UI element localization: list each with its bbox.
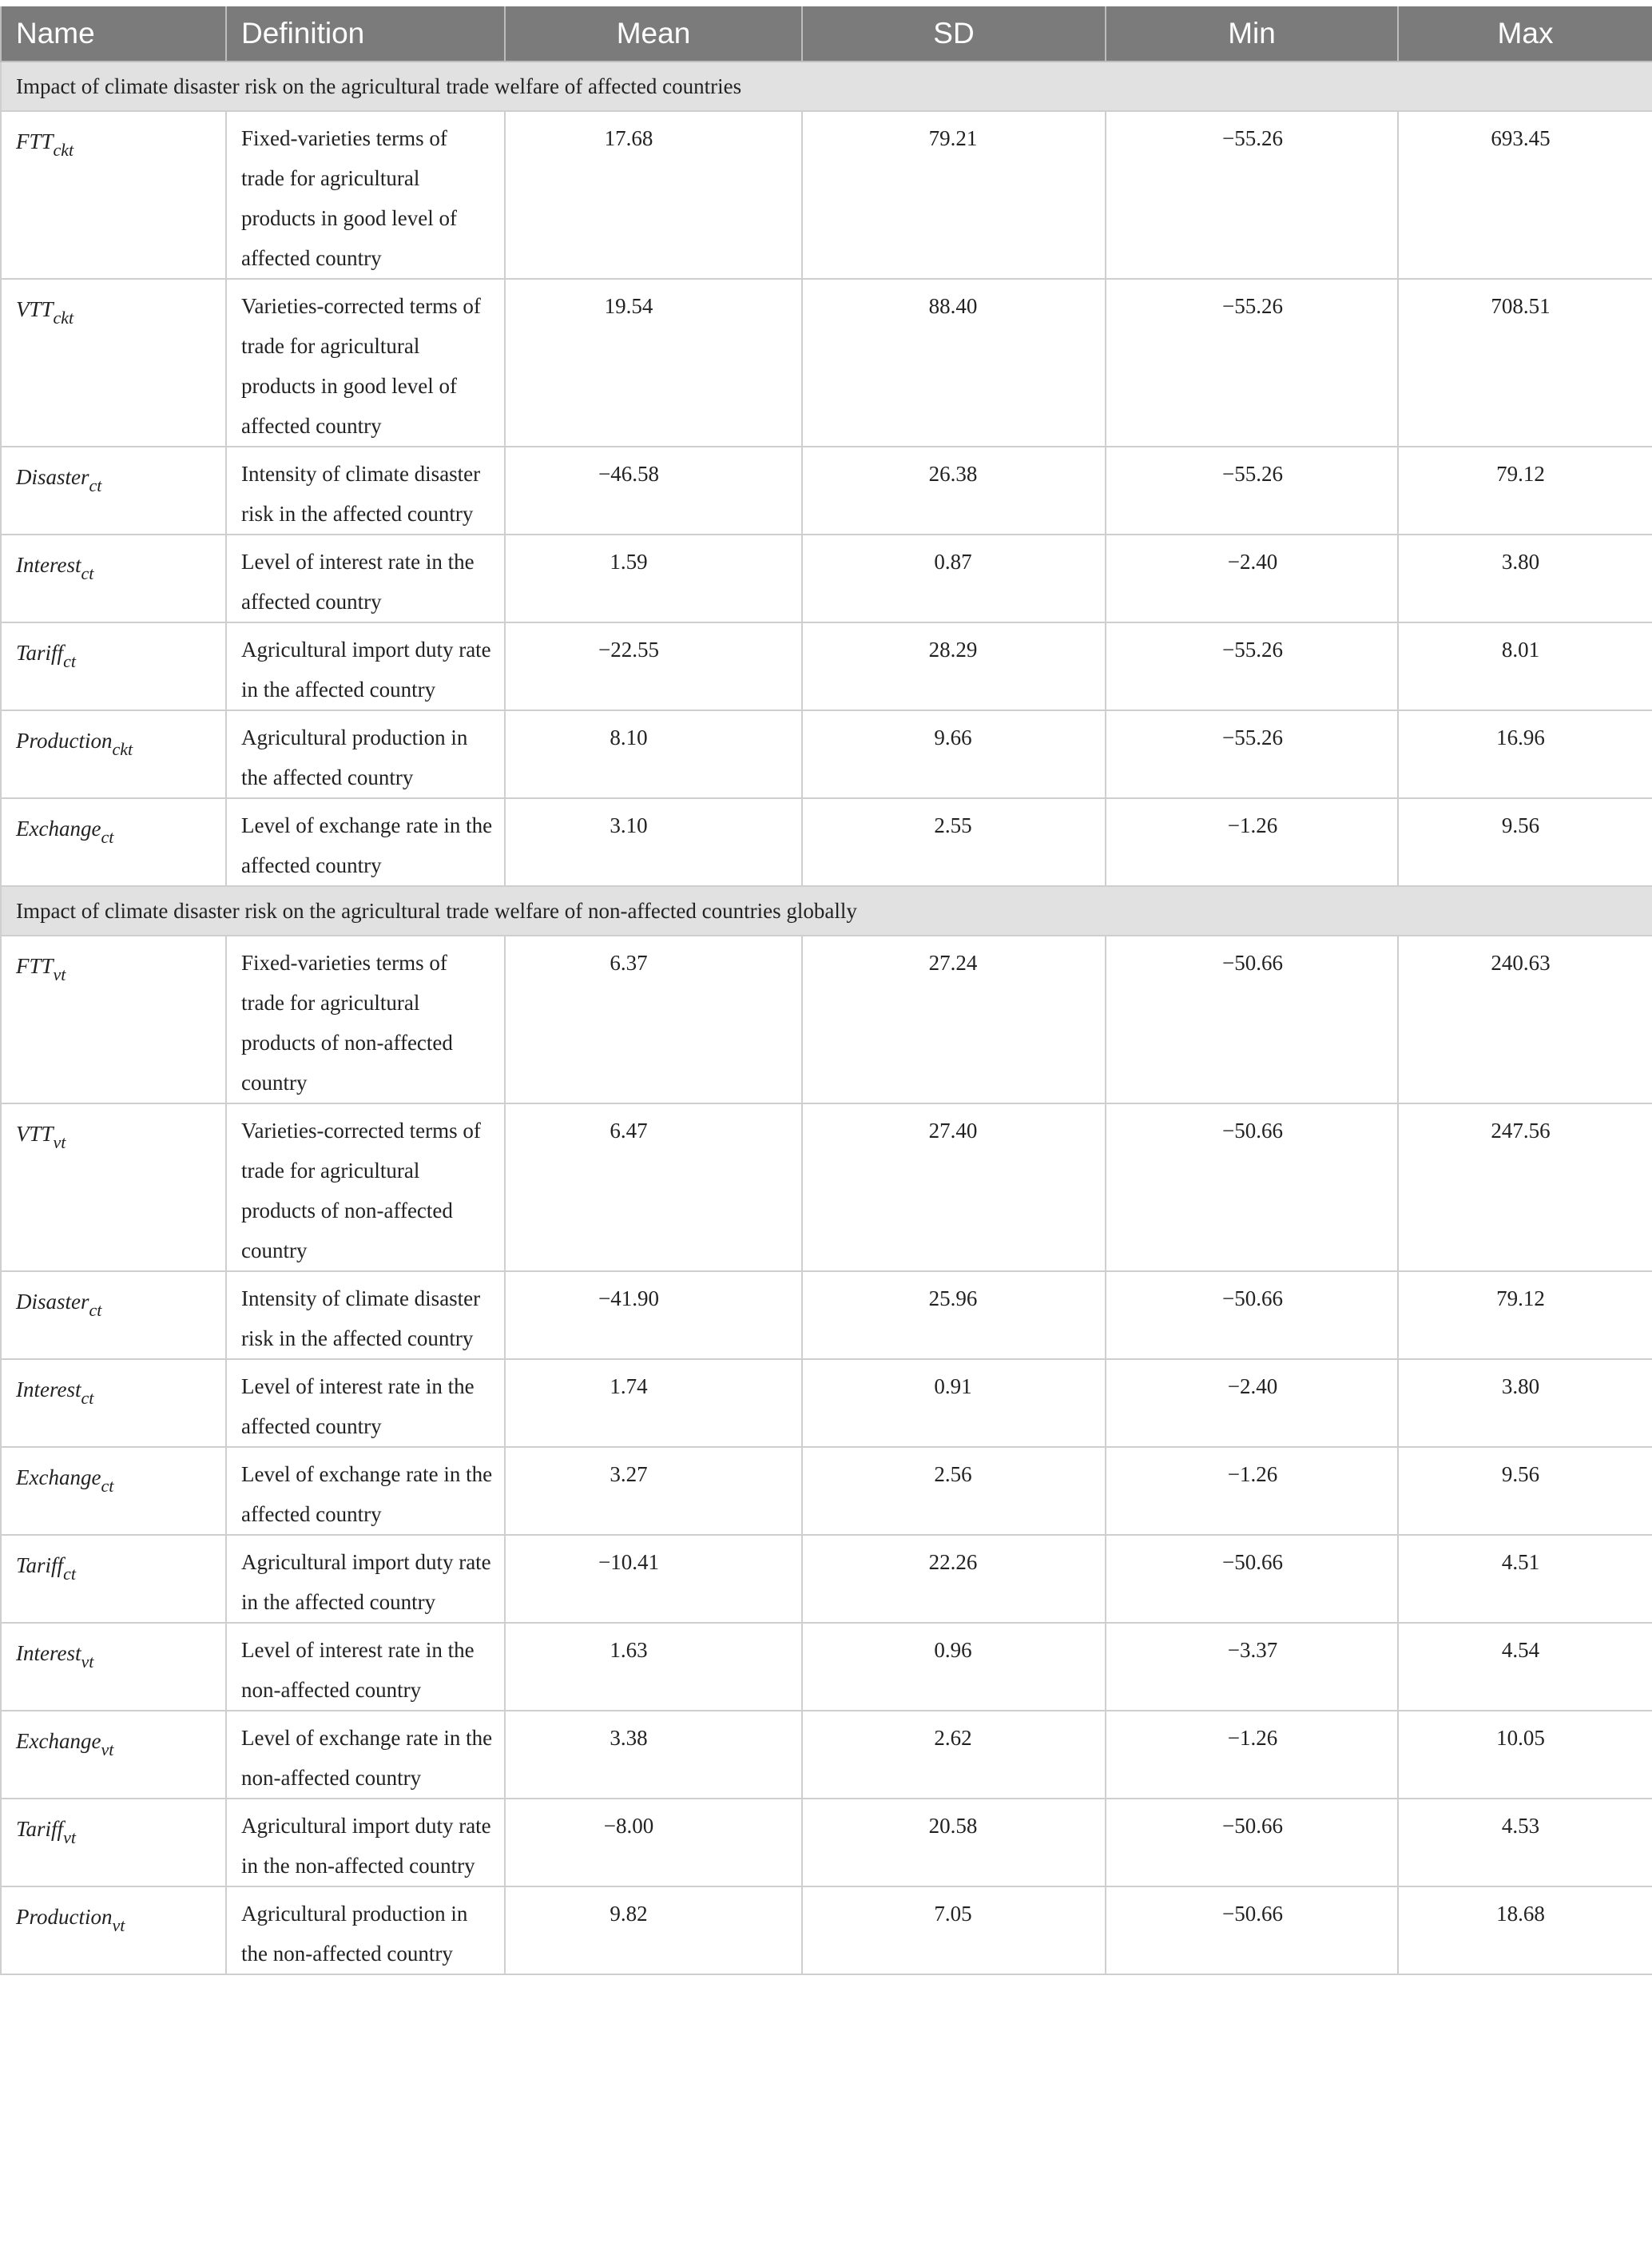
table-row xyxy=(1,1623,1652,1711)
value-sd: 22.26 xyxy=(802,1535,1106,1623)
table-row xyxy=(1,447,1652,535)
table-row xyxy=(1,535,1652,622)
value-sd: 2.62 xyxy=(802,1711,1106,1799)
variable-definition: Level of interest rate in the affected country xyxy=(226,1359,505,1447)
variable-base: Disaster xyxy=(16,1290,89,1314)
variable-definition: Fixed-varieties terms of trade for agricultural products of non-affected country xyxy=(226,936,505,1103)
variable-base: Interest xyxy=(16,553,81,577)
value-sd: 27.24 xyxy=(802,936,1106,1103)
variable-subscript: ct xyxy=(63,651,76,671)
variable-subscript: ct xyxy=(89,475,102,495)
value-min: −55.26 xyxy=(1106,111,1398,279)
variable-name xyxy=(1,1535,226,1623)
table-row xyxy=(1,622,1652,710)
variable-base: Exchange xyxy=(16,1729,101,1753)
table-row xyxy=(1,1886,1652,1974)
value-sd: 26.38 xyxy=(802,447,1106,535)
table-row xyxy=(1,279,1652,447)
variable-subscript: ct xyxy=(101,1476,114,1496)
variable-subscript: ckt xyxy=(53,308,74,328)
header-min: Min xyxy=(1106,6,1398,62)
value-mean: 19.54 xyxy=(505,279,802,447)
value-mean: −8.00 xyxy=(505,1799,802,1886)
value-min: −1.26 xyxy=(1106,798,1398,886)
value-min: −50.66 xyxy=(1106,1103,1398,1271)
variable-base: VTT xyxy=(16,297,54,321)
variable-definition: Level of exchange rate in the affected country xyxy=(226,1447,505,1535)
variable-definition: Fixed-varieties terms of trade for agricultural products in good level of affected country xyxy=(226,111,505,279)
value-min: −55.26 xyxy=(1106,447,1398,535)
variable-definition: Agricultural import duty rate in the affected country xyxy=(226,1535,505,1623)
variable-name xyxy=(1,1799,226,1886)
value-mean: −22.55 xyxy=(505,622,802,710)
value-mean: 6.37 xyxy=(505,936,802,1103)
variable-name xyxy=(1,798,226,886)
value-sd: 27.40 xyxy=(802,1103,1106,1271)
value-sd: 2.56 xyxy=(802,1447,1106,1535)
value-sd: 7.05 xyxy=(802,1886,1106,1974)
value-min: −3.37 xyxy=(1106,1623,1398,1711)
variable-base: Production xyxy=(16,729,113,753)
table-header xyxy=(1,6,1652,62)
variable-subscript: vt xyxy=(101,1739,114,1759)
value-mean: −41.90 xyxy=(505,1271,802,1359)
table-body xyxy=(1,62,1652,1974)
section-title: Impact of climate disaster risk on the agricultural trade welfare of affected countries xyxy=(1,62,1652,111)
variable-name xyxy=(1,1447,226,1535)
value-sd: 88.40 xyxy=(802,279,1106,447)
table-row xyxy=(1,1103,1652,1271)
variable-subscript: vt xyxy=(63,1827,76,1847)
value-min: −55.26 xyxy=(1106,279,1398,447)
variable-subscript: vt xyxy=(81,1652,94,1672)
variable-definition: Level of interest rate in the affected country xyxy=(226,535,505,622)
value-max: 18.68 xyxy=(1398,1886,1652,1974)
variable-base: FTT xyxy=(16,129,54,153)
value-mean: 3.38 xyxy=(505,1711,802,1799)
table-row xyxy=(1,1799,1652,1886)
value-max: 3.80 xyxy=(1398,535,1652,622)
value-min: −1.26 xyxy=(1106,1711,1398,1799)
value-max: 4.53 xyxy=(1398,1799,1652,1886)
value-max: 10.05 xyxy=(1398,1711,1652,1799)
variable-base: Tariff xyxy=(16,1553,64,1577)
variable-subscript: ckt xyxy=(53,140,74,160)
value-min: −1.26 xyxy=(1106,1447,1398,1535)
value-min: −50.66 xyxy=(1106,1799,1398,1886)
variable-definition: Agricultural production in the non-affected country xyxy=(226,1886,505,1974)
section-title: Impact of climate disaster risk on the agricultural trade welfare of non-affected countries globally xyxy=(1,886,1652,936)
value-mean: 3.10 xyxy=(505,798,802,886)
variable-definition: Intensity of climate disaster risk in the affected country xyxy=(226,447,505,535)
variable-name xyxy=(1,279,226,447)
variable-name xyxy=(1,1623,226,1711)
variable-name xyxy=(1,1103,226,1271)
value-max: 79.12 xyxy=(1398,447,1652,535)
variable-base: Exchange xyxy=(16,817,101,841)
value-max: 247.56 xyxy=(1398,1103,1652,1271)
value-max: 9.56 xyxy=(1398,1447,1652,1535)
value-max: 9.56 xyxy=(1398,798,1652,886)
variable-subscript: vt xyxy=(112,1915,125,1935)
value-mean: 17.68 xyxy=(505,111,802,279)
table-row xyxy=(1,1359,1652,1447)
value-sd: 79.21 xyxy=(802,111,1106,279)
variable-base: Tariff xyxy=(16,641,64,665)
variable-subscript: ct xyxy=(89,1300,102,1320)
variable-subscript: ct xyxy=(81,563,94,583)
table-row xyxy=(1,936,1652,1103)
variable-name xyxy=(1,936,226,1103)
variable-name xyxy=(1,1271,226,1359)
value-min: −50.66 xyxy=(1106,1886,1398,1974)
variable-definition: Level of exchange rate in the affected country xyxy=(226,798,505,886)
variable-definition: Agricultural import duty rate in the non-affected country xyxy=(226,1799,505,1886)
section-row xyxy=(1,62,1652,111)
variable-base: Interest xyxy=(16,1641,81,1665)
variable-definition: Varieties-corrected terms of trade for agricultural products in good level of affected country xyxy=(226,279,505,447)
value-min: −50.66 xyxy=(1106,1271,1398,1359)
value-sd: 0.91 xyxy=(802,1359,1106,1447)
variable-base: FTT xyxy=(16,954,54,978)
value-mean: 6.47 xyxy=(505,1103,802,1271)
value-min: −50.66 xyxy=(1106,936,1398,1103)
value-sd: 20.58 xyxy=(802,1799,1106,1886)
header-definition: Definition xyxy=(226,6,505,62)
variable-name xyxy=(1,710,226,798)
variable-subscript: ct xyxy=(101,827,114,847)
value-min: −55.26 xyxy=(1106,710,1398,798)
variable-name xyxy=(1,111,226,279)
variable-definition: Agricultural import duty rate in the affected country xyxy=(226,622,505,710)
table-row xyxy=(1,710,1652,798)
table-row xyxy=(1,1271,1652,1359)
header-row xyxy=(1,6,1652,62)
value-min: −55.26 xyxy=(1106,622,1398,710)
value-max: 4.51 xyxy=(1398,1535,1652,1623)
value-mean: −10.41 xyxy=(505,1535,802,1623)
variable-definition: Intensity of climate disaster risk in the affected country xyxy=(226,1271,505,1359)
variable-name xyxy=(1,535,226,622)
variable-definition: Agricultural production in the affected country xyxy=(226,710,505,798)
table-row xyxy=(1,798,1652,886)
value-mean: 1.63 xyxy=(505,1623,802,1711)
variable-base: Exchange xyxy=(16,1465,101,1489)
value-max: 16.96 xyxy=(1398,710,1652,798)
value-min: −2.40 xyxy=(1106,535,1398,622)
value-mean: 3.27 xyxy=(505,1447,802,1535)
table-row xyxy=(1,111,1652,279)
variable-definition: Level of exchange rate in the non-affected country xyxy=(226,1711,505,1799)
value-sd: 9.66 xyxy=(802,710,1106,798)
value-sd: 28.29 xyxy=(802,622,1106,710)
value-min: −2.40 xyxy=(1106,1359,1398,1447)
value-sd: 0.87 xyxy=(802,535,1106,622)
variable-base: Tariff xyxy=(16,1817,64,1841)
table-row xyxy=(1,1711,1652,1799)
descriptive-statistics-table xyxy=(0,6,1652,1975)
value-max: 708.51 xyxy=(1398,279,1652,447)
variable-name xyxy=(1,447,226,535)
variable-definition: Level of interest rate in the non-affected country xyxy=(226,1623,505,1711)
value-min: −50.66 xyxy=(1106,1535,1398,1623)
header-name: Name xyxy=(1,6,226,62)
header-sd: SD xyxy=(802,6,1106,62)
variable-base: Disaster xyxy=(16,465,89,489)
value-max: 3.80 xyxy=(1398,1359,1652,1447)
header-max: Max xyxy=(1398,6,1652,62)
value-mean: 8.10 xyxy=(505,710,802,798)
value-max: 240.63 xyxy=(1398,936,1652,1103)
value-mean: 1.59 xyxy=(505,535,802,622)
value-max: 693.45 xyxy=(1398,111,1652,279)
variable-definition: Varieties-corrected terms of trade for agricultural products of non-affected country xyxy=(226,1103,505,1271)
value-mean: 1.74 xyxy=(505,1359,802,1447)
variable-subscript: ct xyxy=(81,1388,94,1408)
value-sd: 25.96 xyxy=(802,1271,1106,1359)
variable-base: VTT xyxy=(16,1122,54,1146)
section-row xyxy=(1,886,1652,936)
value-max: 8.01 xyxy=(1398,622,1652,710)
value-mean: −46.58 xyxy=(505,447,802,535)
variable-base: Production xyxy=(16,1905,113,1929)
table-row xyxy=(1,1447,1652,1535)
variable-subscript: ckt xyxy=(112,739,133,759)
variable-base: Interest xyxy=(16,1377,81,1401)
value-sd: 0.96 xyxy=(802,1623,1106,1711)
table-row xyxy=(1,1535,1652,1623)
variable-name xyxy=(1,622,226,710)
value-max: 4.54 xyxy=(1398,1623,1652,1711)
variable-name xyxy=(1,1711,226,1799)
variable-name xyxy=(1,1359,226,1447)
variable-name xyxy=(1,1886,226,1974)
variable-subscript: vt xyxy=(53,964,66,984)
value-sd: 2.55 xyxy=(802,798,1106,886)
value-mean: 9.82 xyxy=(505,1886,802,1974)
variable-subscript: vt xyxy=(53,1132,66,1152)
header-mean: Mean xyxy=(505,6,802,62)
value-max: 79.12 xyxy=(1398,1271,1652,1359)
variable-subscript: ct xyxy=(63,1564,76,1584)
